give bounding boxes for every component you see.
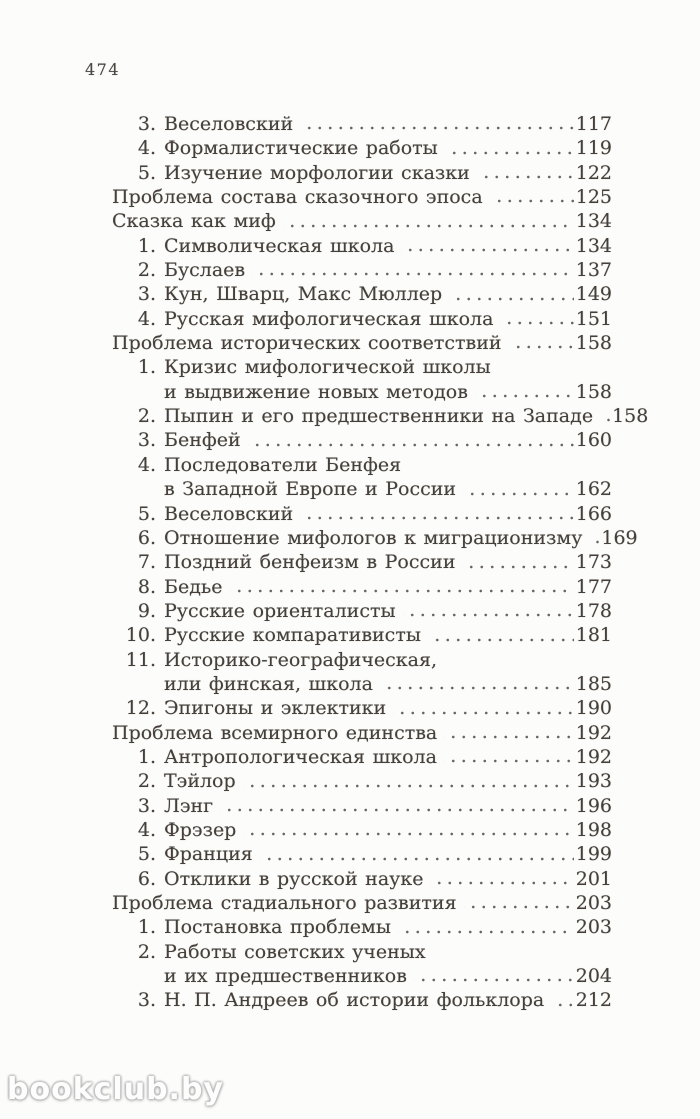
- leader-dots: [463, 477, 574, 501]
- toc-row: [112, 940, 612, 964]
- toc-entry-page: 166: [575, 502, 612, 525]
- toc-entry-title: Отклики в русской науке: [164, 867, 424, 890]
- leader-dots: [445, 136, 574, 160]
- toc-entry-title: и их предшественников: [164, 965, 407, 988]
- toc-entry-title: или финская, школа: [164, 672, 373, 695]
- leader-dots: [600, 404, 610, 428]
- toc-row: [112, 648, 612, 672]
- toc-entry-page: 173: [575, 551, 612, 574]
- toc-entry-page: 192: [575, 721, 612, 744]
- leader-dots: [477, 161, 574, 185]
- toc-entry-page: 201: [575, 867, 612, 890]
- leader-dots: [220, 794, 574, 818]
- toc-entry-page: 158: [612, 405, 649, 428]
- leader-dots: [462, 550, 573, 574]
- toc-entry-title: Фрэзер: [164, 818, 237, 841]
- toc-row: [112, 915, 612, 939]
- toc-entry-title: Н. П. Андреев об истории фольклора: [164, 989, 545, 1012]
- toc-entry-number: 2.: [137, 405, 156, 428]
- toc-entry-page: 117: [575, 113, 612, 135]
- toc-entry-title: Русские компаративисты: [164, 624, 421, 647]
- toc-entry-title: Проблема исторических соответствий: [112, 332, 502, 355]
- toc-row: [112, 136, 612, 160]
- toc-entry-page: 178: [575, 599, 612, 622]
- toc-row: [112, 867, 612, 891]
- toc-row: [112, 526, 638, 550]
- toc-entry-title: Изучение морфологии сказки: [164, 161, 470, 184]
- toc-entry-number: 4.: [137, 453, 156, 476]
- page-number-folio: 474: [85, 60, 121, 79]
- toc-entry-title: Формалистические работы: [164, 137, 438, 160]
- toc-entry-number: 2.: [137, 940, 156, 963]
- toc-entry-page: 169: [601, 526, 638, 549]
- toc-entry-page: 125: [575, 186, 612, 209]
- toc-row: [112, 550, 612, 574]
- toc-entry-title: Тэйлор: [164, 770, 236, 793]
- toc-entry-page: 119: [575, 137, 612, 160]
- toc-row: [112, 575, 612, 599]
- toc-entry-number: 6.: [137, 867, 156, 890]
- toc-entry-number: 9.: [137, 599, 156, 622]
- toc-row: [112, 161, 612, 185]
- toc-entry-number: 11.: [125, 648, 156, 671]
- toc-row: [112, 721, 612, 745]
- toc-entry-number: 1.: [137, 745, 156, 768]
- toc-entry-title: Сказка как миф: [112, 210, 276, 233]
- leader-dots: [414, 964, 574, 988]
- toc-entry-title: Символическая школа: [164, 234, 395, 257]
- leader-dots: [398, 915, 574, 939]
- toc-row: [112, 355, 612, 379]
- toc-row: [112, 964, 612, 988]
- toc-entry-title: Бенфей: [164, 429, 241, 452]
- leader-dots: [449, 282, 574, 306]
- leader-dots: [300, 112, 574, 136]
- toc-entry-page: 151: [575, 307, 612, 330]
- toc-row: [112, 502, 612, 526]
- leader-dots: [243, 769, 574, 793]
- toc-entry-page: 199: [575, 843, 612, 866]
- toc-entry-number: 3.: [137, 794, 156, 817]
- toc-entry-title: Бедье: [164, 575, 223, 598]
- toc-row: [112, 404, 649, 428]
- toc-entry-title: Кризис мифологической школы: [164, 356, 491, 379]
- leader-dots: [403, 599, 574, 623]
- toc-row: [112, 282, 612, 306]
- leader-dots: [475, 380, 574, 404]
- toc-entry-title: Антропологическая школа: [164, 745, 437, 768]
- leader-dots: [230, 575, 574, 599]
- toc-row: [112, 112, 612, 136]
- leader-dots: [393, 696, 574, 720]
- toc-entry-title: Историко-географическая,: [164, 648, 438, 671]
- toc-entry-page: 203: [575, 916, 612, 939]
- toc-entry-title: Буслаев: [164, 259, 246, 282]
- toc-entry-page: 134: [575, 210, 612, 233]
- toc-entry-page: 196: [575, 794, 612, 817]
- leader-dots: [589, 526, 599, 550]
- leader-dots: [252, 258, 574, 282]
- toc-entry-page: 190: [575, 697, 612, 720]
- toc-entry-page: 160: [575, 429, 612, 452]
- leader-dots: [509, 331, 574, 355]
- toc-entry-number: 10.: [125, 624, 156, 647]
- toc-entry-title: Эпигоны и эклектики: [164, 697, 387, 720]
- leader-dots: [380, 672, 574, 696]
- toc-entry-number: 2.: [137, 770, 156, 793]
- toc-row: [112, 696, 612, 720]
- toc-entry-number: 5.: [137, 843, 156, 866]
- toc-entry-number: 1.: [137, 234, 156, 257]
- toc-entry-page: 137: [575, 259, 612, 282]
- leader-dots: [500, 307, 573, 331]
- toc-entry-number: 1.: [137, 916, 156, 939]
- toc-entry-title: и выдвижение новых методов: [164, 380, 468, 403]
- leader-dots: [551, 988, 573, 1012]
- leader-dots: [464, 891, 574, 915]
- toc-entry-page: 149: [575, 283, 612, 306]
- toc-entry-title: Веселовский: [164, 502, 294, 525]
- leader-dots: [283, 209, 574, 233]
- leader-dots: [428, 623, 574, 647]
- toc-entry-number: 7.: [137, 551, 156, 574]
- toc-row: [112, 209, 612, 233]
- toc-entry-title: Русская мифологическая школа: [164, 307, 494, 330]
- toc-row: [112, 769, 612, 793]
- leader-dots: [444, 721, 573, 745]
- toc-entry-title: Работы советских ученых: [164, 940, 426, 963]
- toc-entry-number: 3.: [137, 283, 156, 306]
- toc-entry-title: в Западной Европе и России: [164, 478, 457, 501]
- toc-row: [112, 477, 612, 501]
- leader-dots: [300, 502, 574, 526]
- toc-entry-title: Проблема стадиального развития: [112, 892, 457, 914]
- toc-row: [112, 988, 612, 1012]
- toc-row: [112, 453, 612, 477]
- toc-row: [112, 842, 612, 866]
- toc-entry-number: 2.: [137, 259, 156, 282]
- toc-row: [112, 380, 612, 404]
- toc-entry-page: 185: [575, 672, 612, 695]
- toc-entry-title: Проблема состава сказочного эпоса: [112, 186, 483, 209]
- toc-entry-title: Лэнг: [164, 794, 214, 817]
- toc-entry-page: 198: [575, 818, 612, 841]
- toc-entry-page: 192: [575, 745, 612, 768]
- toc-entry-title: Веселовский: [164, 113, 294, 135]
- toc-entry-number: 4.: [137, 307, 156, 330]
- toc-row: [112, 331, 612, 355]
- toc-entry-number: 6.: [137, 526, 156, 549]
- leader-dots: [444, 745, 574, 769]
- toc-entry-number: 8.: [137, 575, 156, 598]
- toc-entry-page: 162: [575, 478, 612, 501]
- toc-entry-page: 181: [575, 624, 612, 647]
- leader-dots: [490, 185, 574, 209]
- toc-entry-number: 3.: [137, 429, 156, 452]
- toc-row: [112, 234, 612, 258]
- toc-entry-number: 3.: [137, 113, 156, 135]
- toc-entry-title: Кун, Шварц, Макс Мюллер: [164, 283, 443, 306]
- toc-entry-page: 158: [575, 332, 612, 355]
- toc-entry-title: Постановка проблемы: [164, 916, 391, 939]
- leader-dots: [401, 234, 573, 258]
- toc-entry-page: 203: [575, 892, 612, 914]
- toc-entry-number: 4.: [137, 137, 156, 160]
- toc-entry-number: 1.: [137, 356, 156, 379]
- toc-entry-title: Поздний бенфеизм в России: [164, 551, 456, 574]
- toc-entry-title: Пыпин и его предшественники на Западе: [164, 405, 594, 428]
- toc-entry-page: 212: [575, 989, 612, 1012]
- toc-row: [112, 745, 612, 769]
- watermark-text: bookclub.by: [7, 1072, 224, 1107]
- toc-entry-page: 204: [575, 965, 612, 988]
- toc-row: [112, 794, 612, 818]
- toc-entry-number: 12.: [125, 697, 156, 720]
- leader-dots: [430, 867, 573, 891]
- toc-entry-page: 122: [575, 161, 612, 184]
- leader-dots: [243, 818, 573, 842]
- toc-entry-title: Последователи Бенфея: [164, 453, 402, 476]
- toc-row: [112, 307, 612, 331]
- toc-entry-number: 5.: [137, 161, 156, 184]
- toc-row: [112, 258, 612, 282]
- toc-entry-number: 5.: [137, 502, 156, 525]
- toc-entry-page: 158: [575, 380, 612, 403]
- toc-row: [112, 818, 612, 842]
- leader-dots: [248, 428, 574, 452]
- toc-row: [112, 428, 612, 452]
- toc-list: [112, 112, 649, 1013]
- toc-entry-title: Отношение мифологов к миграционизму: [164, 526, 583, 549]
- toc-row: [112, 672, 612, 696]
- toc-entry-page: 134: [575, 234, 612, 257]
- toc-entry-page: 193: [575, 770, 612, 793]
- toc-row: [112, 891, 612, 915]
- toc-row: [112, 185, 612, 209]
- toc-entry-number: 4.: [137, 818, 156, 841]
- toc-entry-title: Русские ориенталисты: [164, 599, 396, 622]
- toc-row: [112, 623, 612, 647]
- leader-dots: [260, 842, 574, 866]
- toc-entry-title: Франция: [164, 843, 253, 866]
- toc-entry-title: Проблема всемирного единства: [112, 721, 438, 744]
- toc-entry-page: 177: [575, 575, 612, 598]
- toc-entry-number: 3.: [137, 989, 156, 1012]
- toc-row: [112, 599, 612, 623]
